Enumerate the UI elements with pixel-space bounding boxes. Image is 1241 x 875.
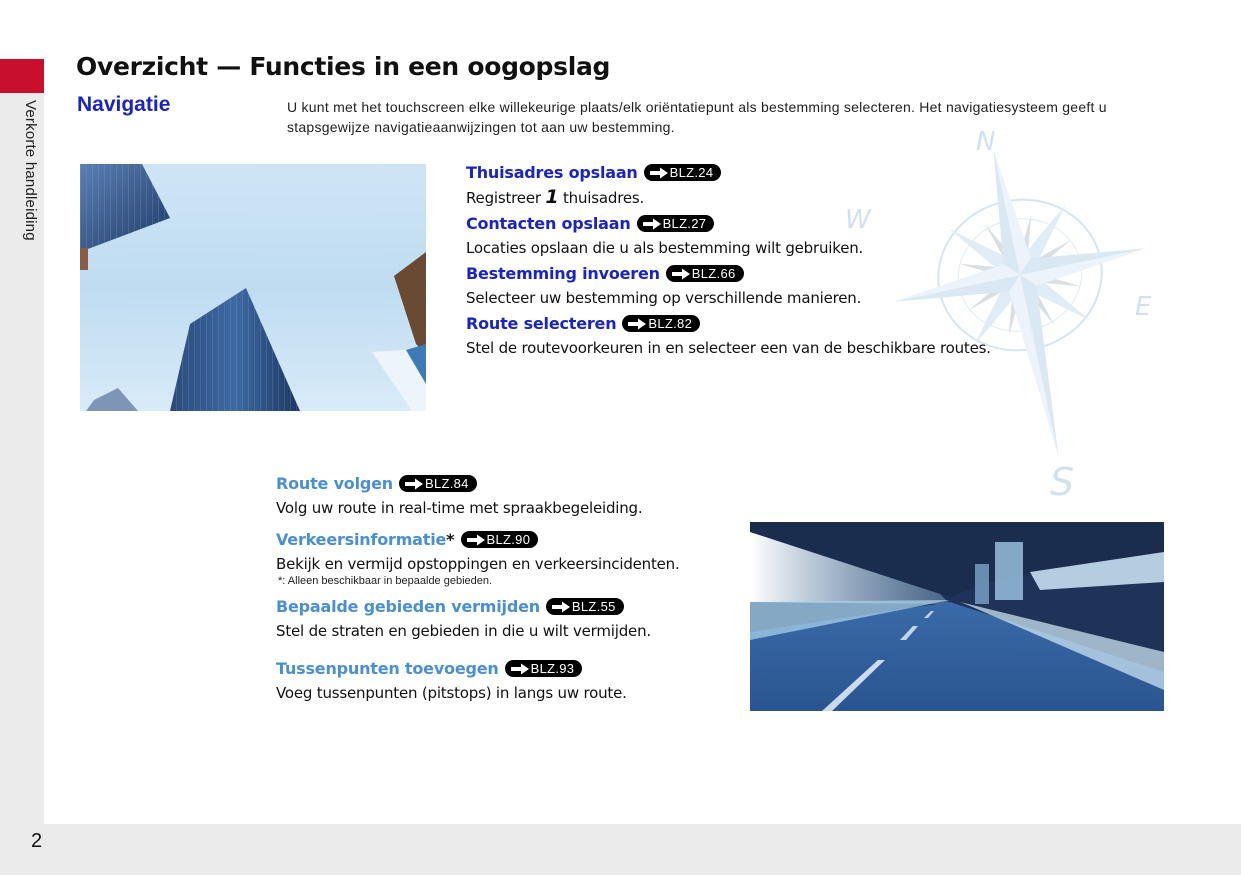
arrow-right-icon — [671, 268, 691, 280]
page-reference-link[interactable] — [644, 164, 722, 181]
feature-title: Bestemming invoeren — [466, 264, 660, 283]
feature-title: Thuisadres opslaan — [466, 163, 638, 182]
page-reference-link[interactable] — [622, 315, 700, 332]
page-reference-label: BLZ.93 — [530, 661, 575, 676]
page-reference-label: BLZ.90 — [486, 532, 531, 547]
feature-title: Verkeersinformatie — [276, 530, 447, 549]
tunnel-road-photo — [750, 522, 1164, 711]
description-suffix: thuisadres. — [558, 189, 645, 207]
arrow-right-icon — [627, 318, 647, 330]
feature-select-route — [466, 311, 991, 361]
page-reference-link[interactable] — [637, 215, 715, 232]
feature-description: Locaties opslaan die u als bestemming wilt gebruiken. — [466, 239, 864, 257]
page-reference-link[interactable] — [399, 475, 477, 492]
tunnel-road-illustration — [750, 522, 1164, 711]
feature-description: Selecteer uw bestemming op verschillende manieren. — [466, 289, 862, 307]
feature-enter-destination — [466, 261, 991, 311]
page-reference-link[interactable] — [461, 531, 539, 548]
feature-follow-route — [276, 471, 680, 521]
feature-title: Route selecteren — [466, 314, 617, 333]
feature-title: Tussenpunten toevoegen — [276, 659, 499, 678]
footnote-marker: * — [446, 530, 455, 549]
skyscrapers-illustration — [80, 164, 426, 411]
page-reference-label: BLZ.24 — [669, 165, 714, 180]
page-number: 2 — [31, 830, 43, 852]
page-title: Overzicht — Functies in een oogopslag — [76, 52, 611, 81]
feature-description — [466, 185, 991, 211]
arrow-right-icon — [404, 478, 424, 490]
feature-description: Stel de routevoorkeuren in en selecteer een van de beschikbare routes. — [466, 339, 991, 357]
feature-traffic-info — [276, 527, 680, 588]
page-reference-label: BLZ.84 — [424, 476, 469, 491]
feature-title: Contacten opslaan — [466, 214, 631, 233]
page-reference-link[interactable] — [666, 265, 744, 282]
feature-description: Stel de straten en gebieden in die u wilt vermijden. — [276, 622, 651, 640]
intro-text: U kunt met het touchscreen elke willekeurige plaats/elk oriëntatiepunt als bestemming selecteren. Het navigatiesysteem geeft u stapsgewijze navigatieaanwijzingen tot aan uw bestemming. — [287, 99, 1107, 135]
feature-home-address — [466, 160, 991, 211]
feature-title: Route volgen — [276, 474, 393, 493]
description-prefix: Registreer — [466, 189, 546, 207]
section-tab-marker — [0, 59, 44, 93]
feature-title: Bepaalde gebieden vermijden — [276, 597, 540, 616]
page-reference-label: BLZ.66 — [691, 266, 736, 281]
feature-description: Voeg tussenpunten (pitstops) in langs uw route. — [276, 684, 627, 702]
compass-west-label: W — [845, 205, 871, 235]
feature-save-contacts — [466, 211, 991, 261]
sidebar-section-label: Verkorte handleiding — [22, 100, 39, 241]
feature-list-secondary — [276, 471, 680, 712]
page-reference-label: BLZ.82 — [648, 316, 693, 331]
feature-description: Volg uw route in real-time met spraakbegeleiding. — [276, 499, 643, 517]
arrow-right-icon — [642, 218, 662, 230]
arrow-right-icon — [649, 167, 669, 179]
compass-south-label: S — [1050, 460, 1075, 504]
description-number: 1 — [545, 186, 559, 208]
page-footer — [0, 824, 1241, 875]
page-reference-link[interactable] — [546, 598, 624, 615]
feature-description: Bekijk en vermijd opstoppingen en verkeersincidenten. — [276, 555, 680, 573]
feature-avoid-areas — [276, 594, 680, 644]
feature-add-waypoints — [276, 656, 680, 706]
page-reference-label: BLZ.55 — [571, 599, 616, 614]
skyscrapers-photo — [80, 164, 426, 411]
page-reference-label: BLZ.27 — [662, 216, 707, 231]
section-title: Navigatie — [77, 93, 171, 116]
arrow-right-icon — [466, 534, 486, 546]
page-reference-link[interactable] — [505, 660, 583, 677]
arrow-right-icon — [510, 663, 530, 675]
compass-east-label: E — [1135, 292, 1152, 322]
feature-list-primary — [466, 160, 991, 361]
arrow-right-icon — [551, 601, 571, 613]
compass-north-label: N — [976, 127, 996, 157]
footnote: *: Alleen beschikbaar in bepaalde gebieden. — [278, 575, 493, 587]
